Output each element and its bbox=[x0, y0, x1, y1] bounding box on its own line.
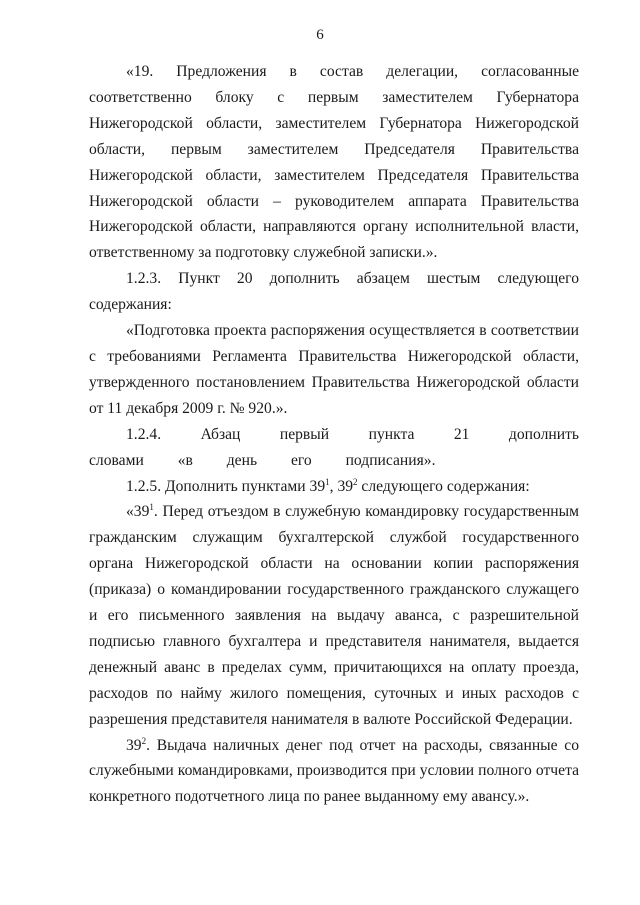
item-39-1-superscript: 1 bbox=[149, 502, 154, 513]
item-39-1-prefix: «39 bbox=[126, 503, 150, 521]
paragraph-1-2-5 bbox=[89, 474, 579, 500]
item-39-1-text: . Перед отъездом в служебную командировку государственным гражданским служащим бухгалтерской службой государственного органа Нижегородской области на основании копии распоряжения (приказа) о командировании государственного гражданского служащего и его письменного заявления на выдачу аванса, с разрешительной подписью главного бухгалтера и представителя нанимателя, выдается денежный аванс в пределах сумм, причитающихся на оплату проезда, расходов по найму жилого помещения, суточных и иных расходов с разрешения представителя нанимателя в валюте Российской Федерации. bbox=[89, 503, 579, 728]
paragraph-1-2-3: 1.2.3. Пункт 20 дополнить абзацем шестым следующего содержания: bbox=[89, 270, 579, 314]
page-number: 6 bbox=[316, 27, 324, 43]
paragraph-1-2-4: 1.2.4. Абзац первый пункта 21 дополнить словами «в день его подписания». bbox=[89, 425, 579, 469]
superscript-2: 2 bbox=[353, 476, 358, 487]
paragraph-item-39-2 bbox=[89, 733, 579, 811]
superscript-1: 1 bbox=[325, 476, 330, 487]
paragraph-item-19: «19. Предложения в состав делегации, согласованные соответственно блоку с первым заместителем Губернатора Нижегородской области, заместителем Губернатора Нижегородской области, первым заместителем Председателя Правительства Нижегородской области, заместителем Председателя Правительства Нижегородской области – руководителем аппарата Правительства Нижегородской области, направляются органу исполнительной власти, ответственному за подготовку служебной записки.». bbox=[89, 63, 579, 262]
paragraph-1-2-5-after: следующего содержания: bbox=[357, 477, 530, 495]
paragraph-item-39-1 bbox=[89, 499, 579, 732]
item-39-2-superscript: 2 bbox=[141, 735, 147, 746]
item-39-2-text: . Выдача наличных денег под отчет на расходы, связанные со служебными командировками, производится при условии полного отчета конкретного подотчетного лица по ранее выданному ему авансу.». bbox=[89, 736, 579, 806]
document-body bbox=[89, 59, 579, 810]
item-39-2-prefix: 39 bbox=[126, 736, 142, 754]
paragraph-1-2-5-before: 1.2.5. Дополнить пунктами 39 bbox=[126, 477, 326, 495]
paragraph-draft-order: «Подготовка проекта распоряжения осуществляется в соответствии с требованиями Регламента Правительства Нижегородской области, утвержденного постановлением Правительства Нижегородской области от 11 декабря 2009 г. № 920.». bbox=[89, 322, 579, 417]
paragraph-1-2-5-mid: , 39 bbox=[329, 477, 354, 495]
